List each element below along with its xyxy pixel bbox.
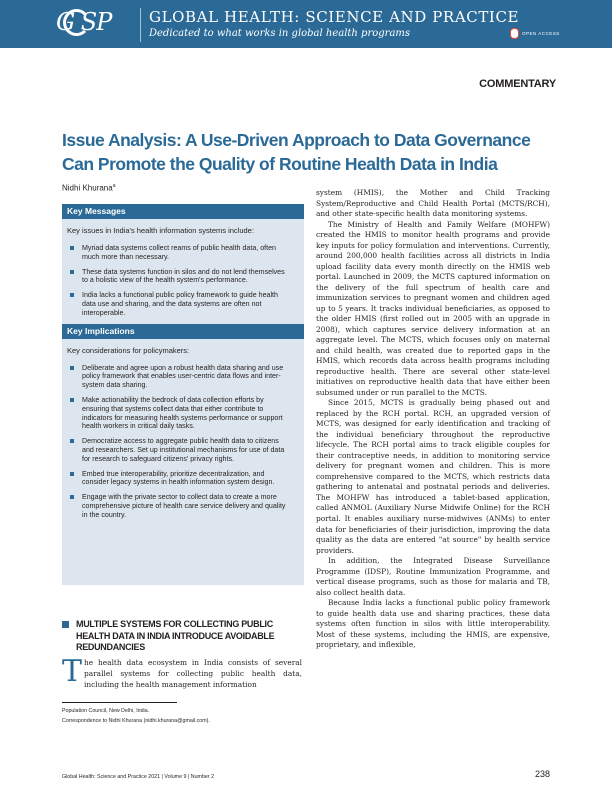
footnote-rule [62, 702, 177, 703]
list-item: India lacks a functional public policy framework to guide health data use and sharing, and the data systems are often not interoperable. [68, 291, 292, 317]
list-item: Deliberate and agree upon a robust health data sharing and use policy framework that enables user-centric data flows and inter-system data sharing. [68, 364, 292, 390]
open-access-label: OPEN ACCESS [522, 31, 560, 36]
key-implications-intro: Key considerations for policymakers: [67, 345, 190, 355]
paragraph: Because India lacks a functional public policy framework to guide health data use and sharing practices, these data systems often function in silos with little interoperability. Most of these systems, including the HMIS, are expensive, proprietary, and inflexible, [316, 598, 550, 650]
left-column-body [62, 654, 302, 691]
paragraph: Since 2015, MCTS is gradually being phased out and replaced by the RCH portal. RCH, an upgraded version of MCTS, was designed for early identification and tracking of the individual beneficiary throughout the reproductive lifecycle. The RCH portal aims to track eligible couples for their contraceptive needs, in addition to monitoring service delivery for pregnant women and children. This is more comprehensive compared to the MCTS, which restricts data gathering to antenatal and postnatal periods and deliveries. The MOHFW has introduced a tablet-based application, called ANMOL (Auxiliary Nurse Midwife Online) for the RCH portal. It enables auxiliary nurse-midwives (ANMs) to enter data for beneficiaries of their jurisdiction, improving the data quality as the data are entered "at source" by health service providers. [316, 398, 550, 555]
journal-tagline: Dedicated to what works in global health programs [149, 28, 411, 39]
key-messages-heading: Key Messages [62, 204, 304, 219]
author-affiliation-mark: a [112, 183, 116, 189]
footer-citation: Global Health: Science and Practice 2021 | Volume 9 | Number 2 [62, 774, 215, 780]
key-implications-list [62, 364, 304, 520]
paragraph: In addition, the Integrated Disease Surveillance Programme (IDSP), Routine Immunization Programme, and vertical disease programs, such as those for malaria and TB, also collect health data. [316, 556, 550, 597]
banner-divider [140, 8, 141, 42]
list-item: Make actionability the bedrock of data collection efforts by ensuring that systems collect data that either contribute to indicators for measuring health systems performance or support health workers in critical daily tasks. [68, 396, 292, 431]
list-item: These data systems function in silos and do not lend themselves to a holistic view of the health system's performance. [68, 268, 292, 286]
article-title: Issue Analysis: A Use-Driven Approach to Data Governance Can Promote the Quality of Routine Health Data in India [62, 130, 531, 174]
section-paragraph: he health data ecosystem in India consists of several parallel systems for collecting public health data, including the health management information [84, 658, 302, 689]
right-column-body [316, 188, 550, 651]
list-item: Myriad data systems collect reams of public health data, often much more than necessary. [68, 244, 292, 262]
journal-title: GLOBAL HEALTH: SCIENCE AND PRACTICE [149, 8, 520, 26]
drop-cap: T [62, 654, 83, 689]
author-line [62, 183, 115, 193]
paragraph: The Ministry of Health and Family Welfare (MOHFW) created the HMIS to monitor health programs and provide key inputs for policy formulation and interventions. Currently, around 200,000 health facilities across all districts in India upload facility data every month directly on the HMIS web portal. Launched in 2009, the MCTS captured information on the delivery of the full spectrum of health care and immunization services to pregnant women and children aged up to 5 years. It tracks individual beneficiaries, as opposed to the older HMIS (first rolled out in 2005 with an upgrade in 2008), which captures service delivery information at an aggregate level. The MCTS, which focuses only on maternal and child health, was created due to reported gaps in the HMIS, which records data across health programs including reproductive health. There are several other state-level initiatives on reproductive health data that have either been subsumed under or run parallel to the MCTS. [316, 219, 550, 397]
logo-globe-icon [63, 9, 90, 36]
open-access-badge [510, 28, 560, 39]
journal-banner [0, 0, 612, 48]
logo-text: G SP [56, 8, 112, 36]
paragraph: system (HMIS), the Mother and Child Tracking System/Reproductive and Child Health Portal (MCTS/RCH), and other state-specific health data monitoring systems. [316, 188, 550, 219]
section-heading: MULTIPLE SYSTEMS FOR COLLECTING PUBLIC HEALTH DATA IN INDIA INTRODUCE AVOIDABLE REDUNDANCIES [76, 619, 275, 652]
affiliation-footnote: Population Council, New Delhi, India. [62, 708, 150, 714]
list-item: Engage with the private sector to collect data to create a more comprehensive picture of health care service delivery and quality in the country. [68, 493, 292, 519]
section-marker [62, 621, 69, 628]
key-messages-box [62, 204, 304, 585]
open-lock-icon [510, 28, 519, 39]
list-item: Democratize access to aggregate public health data to citizens and researchers. Set up institutional mechanisms for use of data for research to safeguard citizens' privacy rights. [68, 437, 292, 463]
author-name: Nidhi Khurana [62, 183, 113, 193]
key-messages-list [62, 244, 304, 318]
page-number: 238 [534, 769, 550, 779]
key-implications-heading: Key Implications [62, 324, 304, 339]
correspondence-footnote: Correspondence to Nidhi Khurana (nidhi.khurana@gmail.com). [62, 718, 210, 724]
article-type: COMMENTARY [479, 78, 556, 90]
list-item: Embed true interoperability, prioritize decentralization, and consider legacy systems in health information system design. [68, 470, 292, 488]
key-messages-intro: Key issues in India's health information systems include: [67, 226, 254, 235]
